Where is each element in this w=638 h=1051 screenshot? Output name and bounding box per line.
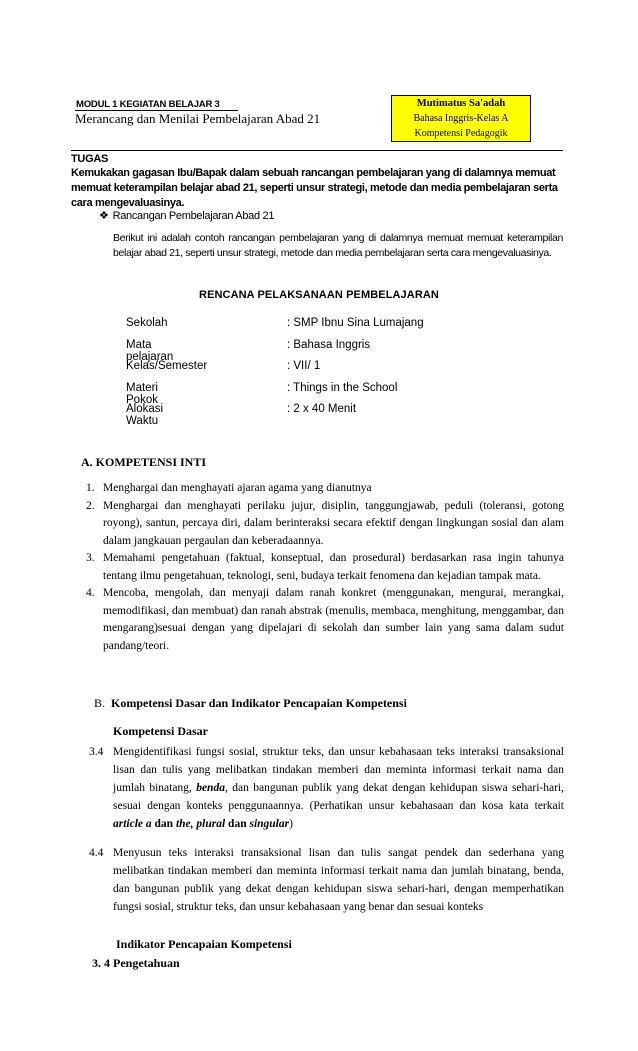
indikator-heading: Indikator Pencapaian Kompetensi <box>116 937 292 951</box>
section-b-title: Kompetensi Dasar dan Indikator Pencapaian Kompetensi <box>111 696 407 710</box>
kd-text: Menyusun teks interaksi transaksional lisan dan tulis sangat pendek dan sederhana yang melibatkan tindakan memberi dan meminta informasi terkait nama dan jumlah binatang, benda, dan bangunan publik yang dekat dengan kehidupan siswa sehari-hari, dengan memperhatikan fungsi sosial, struktur teks, dan unsur kebahasaan yang benar dan sesuai konteks <box>113 847 564 913</box>
section-a-heading: A. KOMPETENSI INTI <box>81 455 207 469</box>
kd-text <box>113 743 564 833</box>
kd-text-part: dan <box>225 818 250 830</box>
identity-value: : VII/ 1 <box>287 360 321 372</box>
diamond-bullet-icon: ❖ <box>99 210 109 222</box>
kompetensi-dasar-heading: Kompetensi Dasar <box>113 724 208 738</box>
identity-value: : Things in the School <box>287 381 398 394</box>
list-item-number: 4. <box>86 587 95 599</box>
list-item <box>86 480 564 498</box>
kd-item-4-4 <box>89 844 564 916</box>
list-item <box>86 585 564 655</box>
bullet-item <box>99 209 274 222</box>
list-item-text: Menghargai dan menghayati ajaran agama yang dianutnya <box>103 482 372 494</box>
author-competency: Kompetensi Pedagogik <box>414 128 508 139</box>
author-tag-box <box>391 95 531 142</box>
identity-value: : 2 x 40 Menit <box>287 403 357 415</box>
module-subtitle: Merancang dan Menilai Pembelajaran Abad 21 <box>75 111 321 126</box>
list-item-number: 1. <box>86 482 95 494</box>
author-name: Mutimatus Sa'adah <box>416 98 506 109</box>
section-b-letter: B. <box>94 696 106 710</box>
section-b-heading <box>94 696 407 711</box>
kd-item-3-4 <box>89 743 564 833</box>
kd-number: 3.4 <box>89 746 104 758</box>
intro-paragraph: Berikut ini adalah contoh rancangan pembelajaran yang di dalamnya memuat memuat keterampilan belajar abad 21, seperti unsur strategi, metode dan media pembelajaran serta cara mengevaluasinya. <box>113 232 563 259</box>
list-item <box>86 550 564 585</box>
tugas-heading: TUGAS <box>71 153 109 165</box>
identity-value: : SMP Ibnu Sina Lumajang <box>287 317 424 329</box>
tugas-body: Kemukakan gagasan Ibu/Bapak dalam sebuah rancangan pembelajaran yang di dalamnya memuat memuat keterampilan belajar abad 21, seperti unsur strategi, metode dan media pembelajaran serta cara mengevaluasinya. <box>71 167 558 209</box>
author-class: Bahasa Inggris-Kelas A <box>413 113 509 124</box>
header-divider <box>71 150 563 151</box>
identity-key: Alokasi Waktu <box>126 403 164 427</box>
identity-value: : Bahasa Inggris <box>287 338 371 351</box>
rpp-title: RENCANA PELAKSANAAN PEMBELAJARAN <box>199 289 439 301</box>
identity-key: Kelas/Semester <box>126 360 208 372</box>
identity-key: Materi Pokok <box>126 381 158 406</box>
kd-emphasis: the, plural <box>175 818 226 830</box>
kd-emphasis: article a <box>113 818 152 830</box>
pengetahuan-heading: 3. 4 Pengetahuan <box>92 956 180 970</box>
kd-number: 4.4 <box>89 847 104 859</box>
identity-key: Sekolah <box>126 317 168 329</box>
kompetensi-inti-list <box>86 480 564 655</box>
list-item-text: Mencoba, mengolah, dan menyaji dalam ranah konkret (menggunakan, mengurai, merangkai, memodifikasi, dan membuat) dan ranah abstrak (menulis, membaca, menghitung, menggambar, dan mengarang)sesuai dengan yang dipelajari di sekolah dan sumber lain yang sama dalam sudut pandang/teori. <box>103 587 564 652</box>
kd-text-part: Mengidentifikasi fungsi sosial, struktur teks, dan unsur kebahasaan teks interaksi transaksional lisan dan tulis yang melibatkan tindakan memberi dan meminta informasi terkait nama dan jumlah binatang, <box>113 746 564 794</box>
module-title: MODUL 1 KEGIATAN BELAJAR 3 <box>76 99 220 110</box>
bullet-label: Rancangan Pembelajaran Abad 21 <box>112 210 275 222</box>
kd-emphasis: singular <box>249 818 290 830</box>
kd-emphasis: benda <box>196 782 225 794</box>
list-item-number: 2. <box>86 499 95 512</box>
kd-text-part: dan <box>151 818 176 830</box>
list-item-text: Menghargai dan menghayati perilaku jujur, disiplin, tanggungjawab, peduli (toleransi, gotong royong), santun, percaya diri, dalam berinteraksi secara efektif dengan lingkungan sosial dan alam dalam jangkauan pergaulan dan keberadaannya. <box>103 499 564 547</box>
kd-text-part: , dan bangunan publik yang dekat dengan kehidupan siswa sehari-hari, sesuai dengan konteks penggunaannya. (Perhatikan unsur kebahasaan dan kosa kata terkait <box>113 782 565 812</box>
list-item <box>86 498 564 551</box>
kd-text-part: ) <box>289 818 293 830</box>
list-item-number: 3. <box>86 552 95 564</box>
identity-key: Mata pelajaran <box>126 338 174 363</box>
list-item-text: Memahami pengetahuan (faktual, konseptual, dan prosedural) berdasarkan rasa ingin tahunya tentang ilmu pengetahuan, teknologi, seni, budaya terkait fenomena dan kejadian tampak mata. <box>103 552 564 582</box>
